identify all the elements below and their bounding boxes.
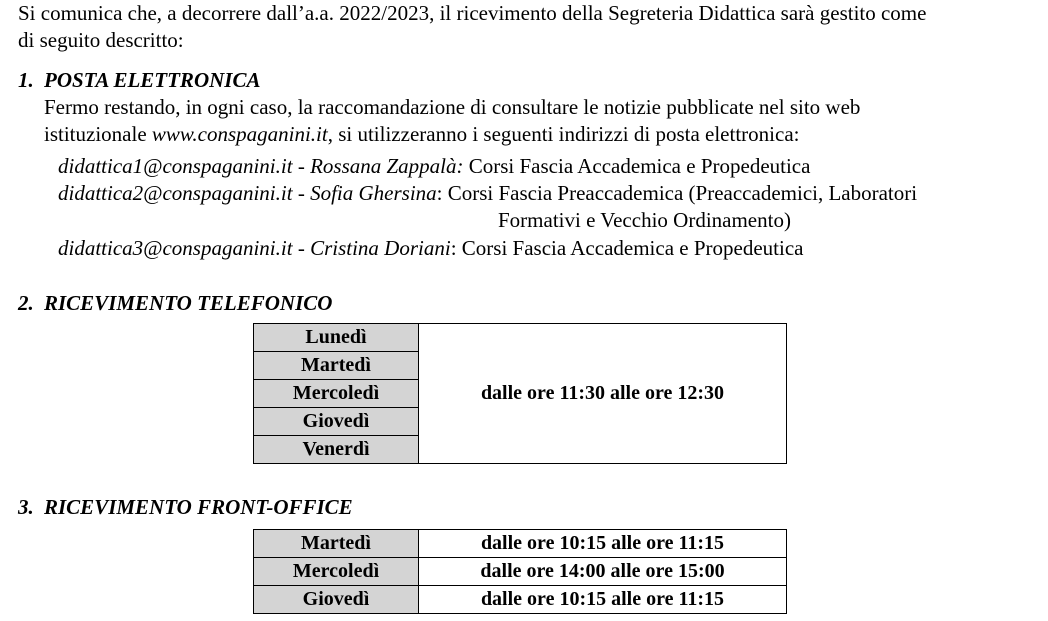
contact-name: Cristina Doriani	[310, 236, 451, 260]
hours-cell: dalle ore 10:15 alle ore 11:15	[419, 586, 787, 614]
email-link[interactable]: didattica1@conspaganini.it	[58, 154, 293, 178]
para-text: , si utilizzeranno i seguenti indirizzi di posta elettronica:	[327, 122, 800, 146]
section-3-title: RICEVIMENTO FRONT-OFFICE	[44, 495, 353, 519]
para-text: istituzionale	[44, 122, 152, 146]
front-office-table	[253, 529, 787, 614]
section-3-number: 3.	[18, 495, 34, 519]
contact-line-1	[58, 153, 810, 180]
intro-line-2: di seguito descritto:	[18, 28, 184, 52]
table-row	[254, 558, 787, 586]
section-2-heading	[18, 290, 332, 317]
section-1-para-line-1: Fermo restando, in ogni caso, la raccomandazione di consultare le notizie pubblicate nel sito web	[44, 95, 861, 119]
contact-line-2	[58, 180, 917, 207]
section-2-number: 2.	[18, 291, 34, 315]
section-2-title: RICEVIMENTO TELEFONICO	[44, 291, 333, 315]
day-cell: Venerdì	[254, 436, 419, 464]
contact-name: Sofia Ghersina	[310, 181, 437, 205]
intro-line-1: Si comunica che, a decorrere dall’a.a. 2022/2023, il ricevimento della Segreteria Didattica sarà gestito come	[18, 1, 927, 25]
day-cell: Mercoledì	[254, 558, 419, 586]
section-1-heading	[18, 67, 260, 94]
email-link[interactable]: didattica3@conspaganini.it	[58, 236, 293, 260]
day-cell: Mercoledì	[254, 380, 419, 408]
hours-cell: dalle ore 14:00 alle ore 15:00	[419, 558, 787, 586]
contact-sep: -	[292, 181, 311, 205]
section-3-heading	[18, 494, 353, 521]
table-row	[254, 586, 787, 614]
contact-line-3	[58, 235, 803, 262]
table-row	[254, 530, 787, 558]
contact-line-2-continued: Formativi e Vecchio Ordinamento)	[498, 208, 791, 232]
email-link[interactable]: didattica2@conspaganini.it	[58, 181, 293, 205]
contact-sep: -	[292, 154, 311, 178]
day-cell: Lunedì	[254, 324, 419, 352]
contact-name: Rossana Zappalà:	[310, 154, 464, 178]
day-cell: Giovedì	[254, 586, 419, 614]
day-cell: Martedì	[254, 530, 419, 558]
section-1-title: POSTA ELETTRONICA	[44, 68, 261, 92]
contact-sep: -	[292, 236, 311, 260]
contact-desc: Corsi Fascia Accademica e Propedeutica	[463, 154, 811, 178]
website-link[interactable]: www.conspaganini.it	[151, 122, 328, 146]
contact-desc: : Corsi Fascia Accademica e Propedeutica	[450, 236, 804, 260]
phone-schedule-table	[253, 323, 787, 464]
hours-cell: dalle ore 11:30 alle ore 12:30	[419, 324, 787, 464]
section-1-para-line-2	[44, 121, 1030, 148]
contact-desc: : Corsi Fascia Preaccademica (Preaccademici, Laboratori	[436, 181, 918, 205]
section-1-paragraph	[44, 94, 1030, 148]
day-cell: Giovedì	[254, 408, 419, 436]
hours-cell: dalle ore 10:15 alle ore 11:15	[419, 530, 787, 558]
day-cell: Martedì	[254, 352, 419, 380]
intro-paragraph	[18, 0, 1030, 54]
section-1-number: 1.	[18, 68, 34, 92]
